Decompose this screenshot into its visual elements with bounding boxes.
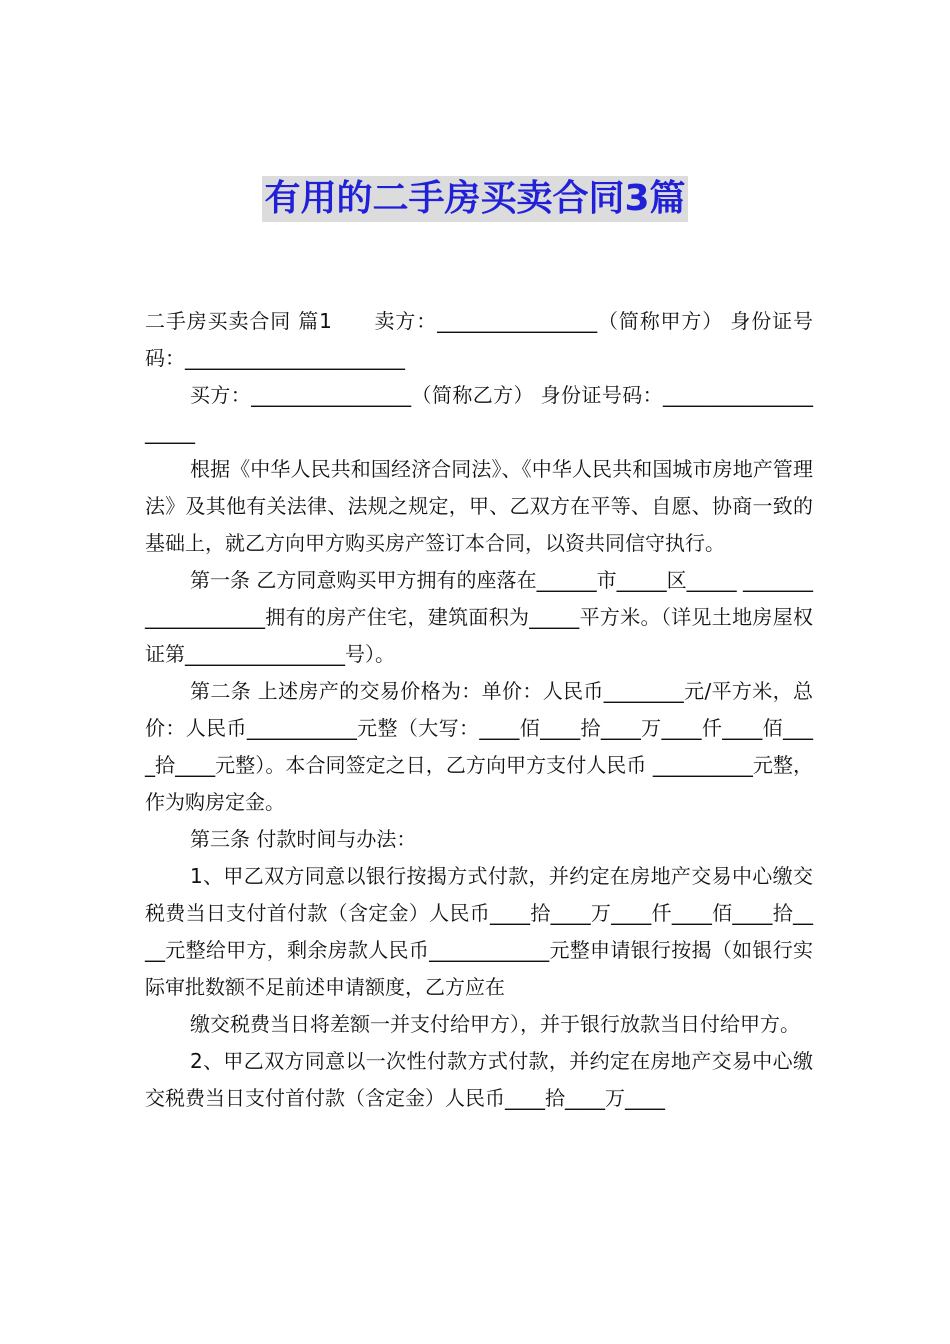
document-title-wrap: [0, 176, 950, 222]
paragraph-item-1: 1、甲乙双方同意以银行按揭方式付款，并约定在房地产交易中心缴交税费当日支付首付款（含定金）人民币____拾____万____仟____佰____拾____元整给甲方，剩余房款人民币____________元整申请银行按揭（如银行实际审批数额不足前述申请额度，乙方应在: [145, 864, 813, 999]
document-title: 有用的二手房买卖合同3篇: [262, 176, 687, 222]
paragraph-article-1: 第一条 乙方同意购买甲方拥有的座落在______市_____区_____ ___________________拥有的房产住宅，建筑面积为_____平方米。（详见土地房屋权证第________________号）。: [145, 568, 813, 666]
paragraph-article-3: 第三条 付款时间与办法：: [190, 827, 417, 851]
paragraph-item-1-cont: 缴交税费当日将差额一并支付给甲方），并于银行放款当日付给甲方。: [190, 1012, 800, 1036]
paragraph-basis: 根据《中华人民共和国经济合同法》、《中华人民共和国城市房地产管理法》及其他有关法律、法规之规定，甲、乙双方在平等、自愿、协商一致的基础上，就乙方向甲方购买房产签订本合同，以资共同信守执行。: [145, 457, 813, 555]
paragraph-intro: 二手房买卖合同 篇1 卖方：________________（简称甲方） 身份证号码：______________________: [145, 309, 813, 370]
paragraph-item-2: 2、甲乙双方同意以一次性付款方式付款，并约定在房地产交易中心缴交税费当日支付首付款（含定金）人民币____拾____万____: [145, 1049, 813, 1110]
paragraph-buyer: 买方：________________（简称乙方） 身份证号码：____________________: [145, 383, 813, 444]
paragraph-article-2: 第二条 上述房产的交易价格为：单价：人民币________元/平方米，总价：人民币___________元整（大写：____佰____拾____万____仟____佰____拾____元整）。本合同签定之日，乙方向甲方支付人民币 __________元整，作为购房定金。: [145, 679, 813, 814]
document-body: [145, 303, 813, 1117]
